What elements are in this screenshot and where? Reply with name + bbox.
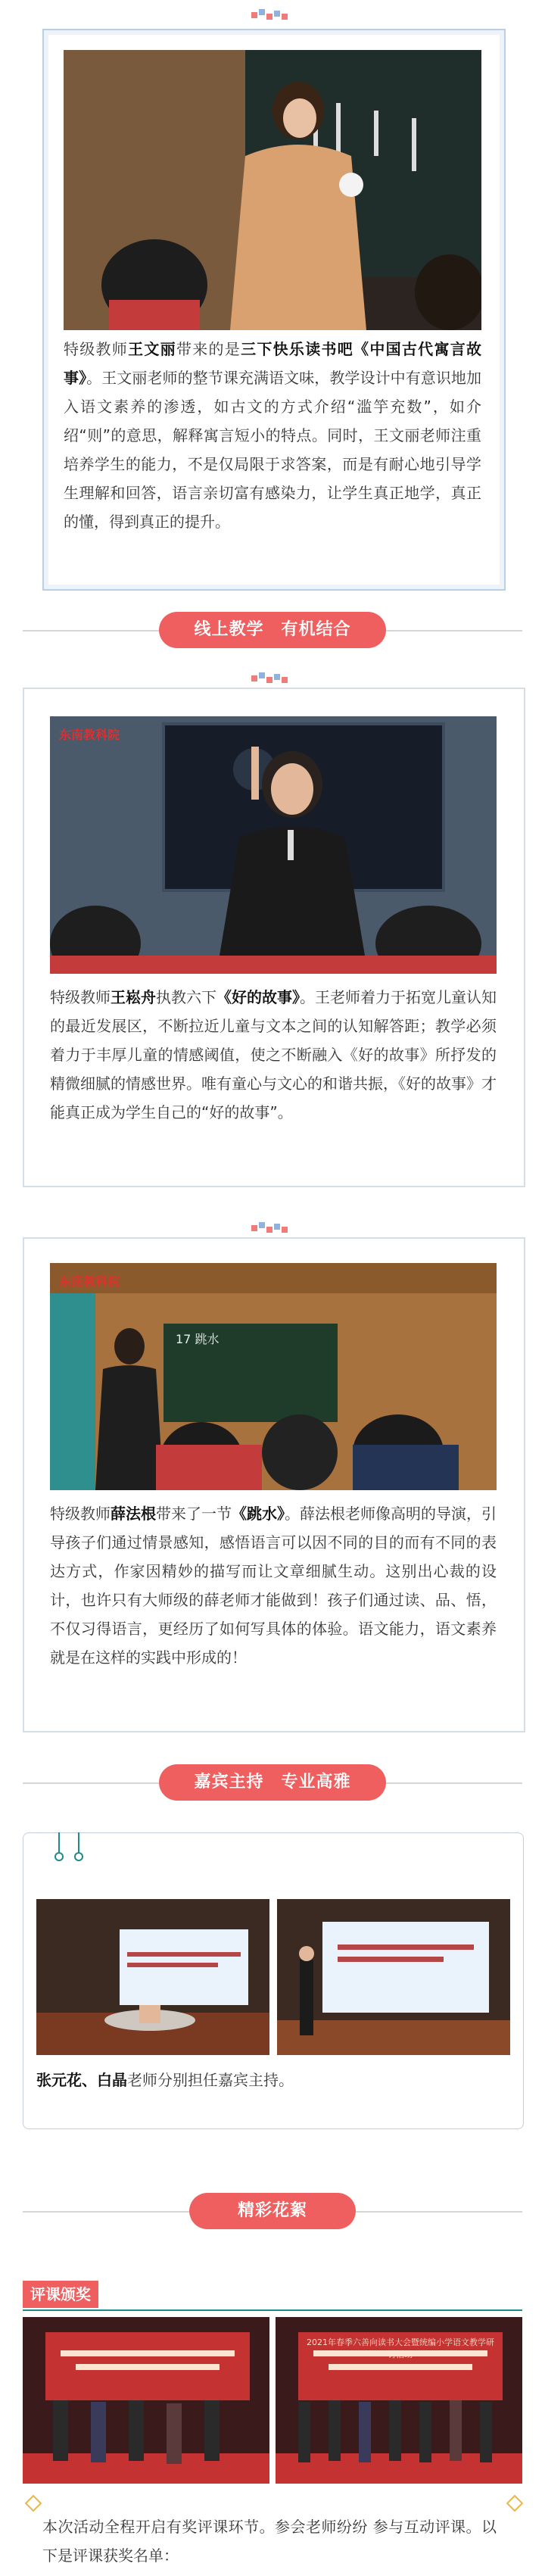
section-title-highlights: 精彩花絮 [189, 2193, 356, 2229]
divider-right [386, 1782, 522, 1784]
section5-photo-right [276, 2317, 522, 2484]
section3-logo: 东南教科院 [59, 1274, 120, 1289]
section5-photo-left [23, 2317, 269, 2484]
divider-left [23, 2211, 189, 2213]
section2-logo: 东南教科院 [59, 728, 120, 742]
decor-squares [251, 9, 297, 21]
divider-left [23, 1782, 159, 1784]
section3-text: 特级教师薛法根带来了一节《跳水》。薛法根老师像高明的导演，引导孩子们通过情景感知，感悟语言可以因不同的目的而有不同的表达方式，作家因精妙的描写而让文章细腻生动。这别出心裁的设计，也许只有大师级的薛老师才能做到！孩子们通过读、品、悟，不仅习得语言，更经历了如何写具体的体验。语文能力，语文素养就是在这样的实践中形成的！ [50, 1505, 497, 1667]
section3-board-text: 17 跳水 [176, 1332, 220, 1346]
decor-diamond-left [25, 2495, 42, 2512]
decor-squares [251, 672, 297, 685]
section4-text: 张元花、白晶老师分别担任嘉宾主持。 [36, 2071, 294, 2089]
decor-diamond-right [506, 2495, 524, 2512]
section2-text: 特级教师王崧舟执教六下《好的故事》。王老师着力于拓宽儿童认知的最近发展区，不断拉近儿童与文本之间的认知解答距；教学必须着力于丰厚儿童的情感阈值，使之不断融入《好的故事》所抒发的精微细腻的情感世界。唯有童心与文心的和谐共振，《好的故事》才能真正成为学生自己的“好的故事”。 [50, 988, 497, 1121]
section-title-online: 线上教学 有机结合 [159, 612, 386, 648]
section1-photo [64, 50, 481, 330]
section5-banner-text: 2021年春季六善向读书大会暨统编小学语文教学研讨活动 [307, 2337, 494, 2359]
section1-text: 特级教师王文丽带来的是三下快乐读书吧《中国古代寓言故事》。王文丽老师的整节课充满语文味，教学设计中有意识地加入语文素养的渗透，如古文的方式介绍“滥竽充数”，如介绍“则”的意思，解释寓言短小的特点。同时，王文丽老师注重培养学生的能力，不是仅局限于求答案，而是有耐心地引导学生理解和回答，语言亲切富有感染力，让学生真正地学，真正的懂，得到真正的提升。 [64, 340, 482, 531]
section4-photo-left [36, 1899, 269, 2055]
decor-squares [251, 1222, 297, 1234]
decor-pins [51, 1832, 89, 1863]
divider-right [356, 2211, 522, 2213]
section-title-hosts: 嘉宾主持 专业高雅 [159, 1764, 386, 1801]
section2-photo [50, 716, 497, 974]
section4-photo-right [277, 1899, 510, 2055]
decor-line-teal [23, 2309, 522, 2311]
section5-text: 本次活动全程开启有奖评课环节。参会老师纷纷 参与互动评课。以下是评课获奖名单： [42, 2518, 497, 2565]
award-tag: 评课颁奖 [23, 2281, 98, 2308]
divider-left [23, 630, 159, 632]
divider-right [386, 630, 522, 632]
section3-photo [50, 1263, 497, 1490]
